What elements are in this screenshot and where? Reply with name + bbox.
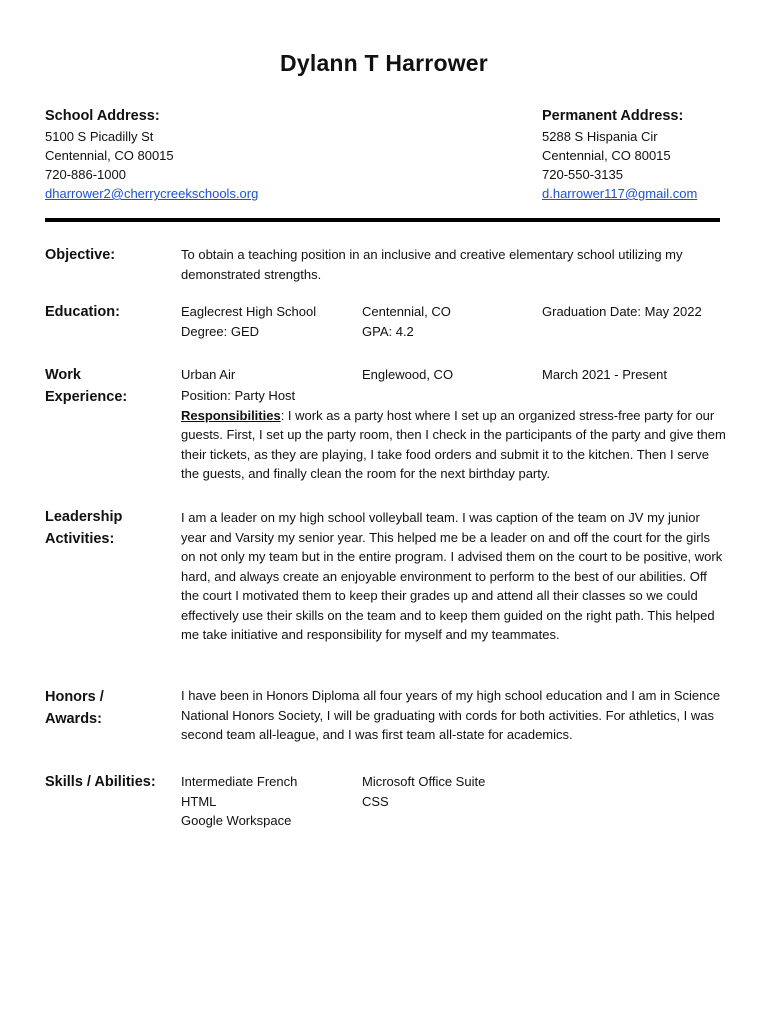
leadership-label-line1: Leadership (45, 509, 123, 525)
skill-item: HTML (181, 793, 217, 809)
education-gpa: GPA: 4.2 (362, 324, 414, 339)
work-dates: March 2021 - Present (542, 367, 668, 382)
school-address-phone: 720-886-1000 (45, 167, 126, 182)
work-label (45, 364, 175, 408)
skill-item: Intermediate French (181, 774, 298, 789)
permanent-address-phone: 720-550-3135 (542, 167, 623, 182)
responsibilities-text: : I work as a party host where I set up an organized stress-free party for our guests. First, I set up the party room, then I check in the participants of the party and give them their tickets, as they are playing, I take food orders and submit it to the kitchen. Then I serve the guests, and finally clean the room for the next birthday party. (181, 407, 726, 481)
education-degree: Degree: GED (181, 324, 260, 339)
education-location: Centennial, CO (362, 304, 451, 319)
leadership-label (45, 506, 175, 550)
permanent-address-street: 5288 S Hispania Cir (542, 129, 658, 144)
objective-label: Objective: (45, 247, 116, 263)
school-email-link[interactable]: dharrower2@cherrycreekschools.org (45, 186, 259, 201)
responsibilities-label: Responsibilities (181, 407, 281, 423)
work-location: Englewood, CO (362, 367, 454, 382)
header-divider (45, 218, 720, 222)
work-details (181, 386, 726, 484)
skill-item: Google Workspace (181, 813, 292, 828)
skills-label: Skills / Abilities: (45, 774, 156, 790)
education-school: Eaglecrest High School (181, 304, 317, 319)
education-graduation: Graduation Date: May 2022 (542, 304, 702, 319)
honors-label-line1: Honors / (45, 689, 104, 705)
work-position: Position: Party Host (181, 388, 296, 403)
work-employer: Urban Air (181, 367, 236, 382)
school-address-city: Centennial, CO 80015 (45, 148, 174, 163)
skill-item: Microsoft Office Suite (362, 774, 486, 789)
skills-column-1 (181, 772, 297, 831)
honors-label (45, 686, 175, 730)
education-label: Education: (45, 304, 120, 320)
leadership-text: I am a leader on my high school volleyball team. I was caption of the team on JV my junior year and Varsity my senior year. This helped me be a leader on and off the court for the girls on not only my team but in the entire program. I advised them on the court to be positive, work hard, and always create an enjoyable environment to perform to the best of our abilities. Off the court I motivated them to keep their grades up and attend all their classes so we could effectively use their skills on the team and to keep them guided on the right path. This helped me take initiative and responsibility for myself and my teammates. (181, 510, 723, 642)
school-address-block (45, 106, 258, 203)
skills-column-2 (362, 772, 485, 811)
skill-item: CSS (362, 793, 389, 809)
work-responsibilities (181, 406, 726, 484)
school-address-heading: School Address: (45, 108, 160, 124)
work-label-line1: Work (45, 367, 81, 383)
permanent-address-city: Centennial, CO 80015 (542, 148, 671, 163)
honors-label-line2: Awards: (45, 711, 102, 727)
leadership-label-line2: Activities: (45, 531, 115, 547)
honors-text: I have been in Honors Diploma all four years of my high school education and I am in Science National Honors Society, I will be graduating with cords for both activities. For athletics, I was second team all-league, and I was first team all-state for academics. (181, 688, 721, 742)
school-address-street: 5100 S Picadilly St (45, 129, 154, 144)
permanent-address-heading: Permanent Address: (542, 108, 684, 124)
objective-text: To obtain a teaching position in an inclusive and creative elementary school utilizing my demonstrated strengths. (181, 247, 683, 282)
work-label-line2: Experience: (45, 389, 128, 405)
permanent-email-link[interactable]: d.harrower117@gmail.com (542, 186, 698, 201)
resume-name: Dylann T Harrower (280, 50, 488, 76)
permanent-address-block (542, 106, 697, 203)
